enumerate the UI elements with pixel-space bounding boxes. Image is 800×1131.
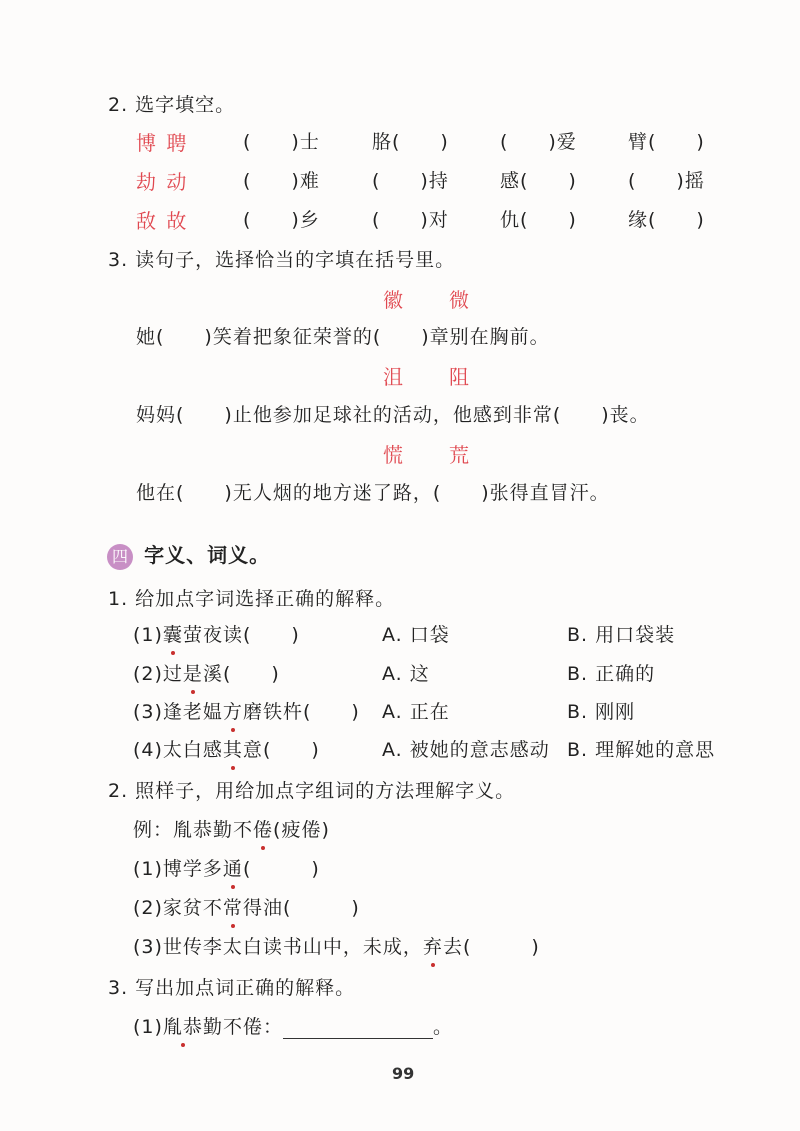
row-end: 。 [432,1016,453,1038]
dotted-char: 囊 [163,620,183,647]
dotted-char: 弃 [423,932,443,959]
row-prefix: (4)太白 [133,739,203,761]
row-rest: 去( ) [442,936,540,958]
q2-pair-1: 博 聘 [136,131,189,155]
q2-item: ( )士 [243,131,320,153]
q2-pair-2: 劫 动 [136,170,189,194]
option-b: B. 正确的 [567,663,656,685]
dotted-char: 倦 [253,815,273,842]
s4-q1-row [133,659,280,686]
q3-sentence-3: 他在( )无人烟的地方迷了路，( )张得直冒汗。 [136,482,610,504]
q2-item: ( )对 [372,209,449,231]
q3-sentence-2: 妈妈( )止他参加足球社的活动，他感到非常( )丧。 [136,404,650,426]
option-a: A. 这 [382,663,430,685]
q3-pair-1: 徽 微 [383,288,471,312]
s4-q1-title: 1. 给加点字词选择正确的解释。 [108,588,396,610]
option-b: B. 刚刚 [567,701,636,723]
q2-item: 臂( ) [628,131,705,153]
s4-q2-row [133,893,360,920]
option-b: B. 用口袋装 [567,624,676,646]
q3-pair-3: 慌 荒 [383,443,471,467]
q2-item: 感( ) [500,170,577,192]
s4-q1-row [133,735,320,762]
row-rest: 溪( ) [202,663,280,685]
q2-item: ( )乡 [243,209,320,231]
option-a: A. 被她的意志感动 [382,739,550,761]
q2-item: ( )爱 [500,131,577,153]
option-b: B. 理解她的意思 [567,739,716,761]
s4-q1-row [133,620,300,647]
row-rest: (疲倦) [273,819,330,841]
q2-item: ( )持 [372,170,449,192]
row-prefix: (3)逢老媪 [133,701,223,723]
dotted-char: 常 [223,893,243,920]
s4-q2-example [133,815,330,842]
row-prefix: (2)家贫不 [133,897,223,919]
q3-pair-2: 沮 阻 [383,365,471,389]
s4-q1-row [133,697,360,724]
dotted-char: 方 [223,697,243,724]
option-a: A. 口袋 [382,624,450,646]
row-rest: ( ) [262,739,320,761]
row-rest: ( ) [242,858,320,880]
q2-title: 2. 选字填空。 [108,94,236,116]
row-rest: 萤夜读( ) [182,624,300,646]
row-prefix: 例：胤恭勤不 [133,819,254,841]
dotted-char: 胤恭 [163,1012,203,1039]
s4-q3-row [133,1012,453,1039]
row-rest: 勤不倦： [202,1016,283,1038]
row-prefix: (2)过 [133,663,183,685]
row-prefix: (3)世传李太白读书山中，未成， [133,936,423,958]
q2-item: 仇( ) [500,209,577,231]
q2-item: 缘( ) [628,209,705,231]
page-number: 99 [392,1064,415,1083]
s4-q3-title: 3. 写出加点词正确的解释。 [108,977,356,999]
row-rest: 磨铁杵( ) [242,701,360,723]
section-header [107,539,270,570]
section-title: 字义、词义。 [144,543,271,567]
row-rest: 得油( ) [242,897,360,919]
answer-blank[interactable] [283,1020,433,1039]
q3-sentence-1: 她( )笑着把象征荣誉的( )章别在胸前。 [136,326,550,348]
q2-pair-3: 敌 故 [136,209,189,233]
row-prefix: (1) [133,1016,163,1038]
dotted-char: 感其意 [203,735,263,762]
q2-item: ( )难 [243,170,320,192]
dotted-char: 是 [183,659,203,686]
q2-item: 胳( ) [372,131,449,153]
q2-item: ( )摇 [628,170,705,192]
s4-q2-title: 2. 照样子，用给加点字组词的方法理解字义。 [108,780,516,802]
section-badge: 四 [107,544,133,570]
row-prefix: (1) [133,624,163,646]
s4-q2-row [133,932,540,959]
q3-title: 3. 读句子，选择恰当的字填在括号里。 [108,249,456,271]
s4-q2-row [133,854,320,881]
row-prefix: (1)博学多 [133,858,223,880]
dotted-char: 通 [223,854,243,881]
option-a: A. 正在 [382,701,450,723]
